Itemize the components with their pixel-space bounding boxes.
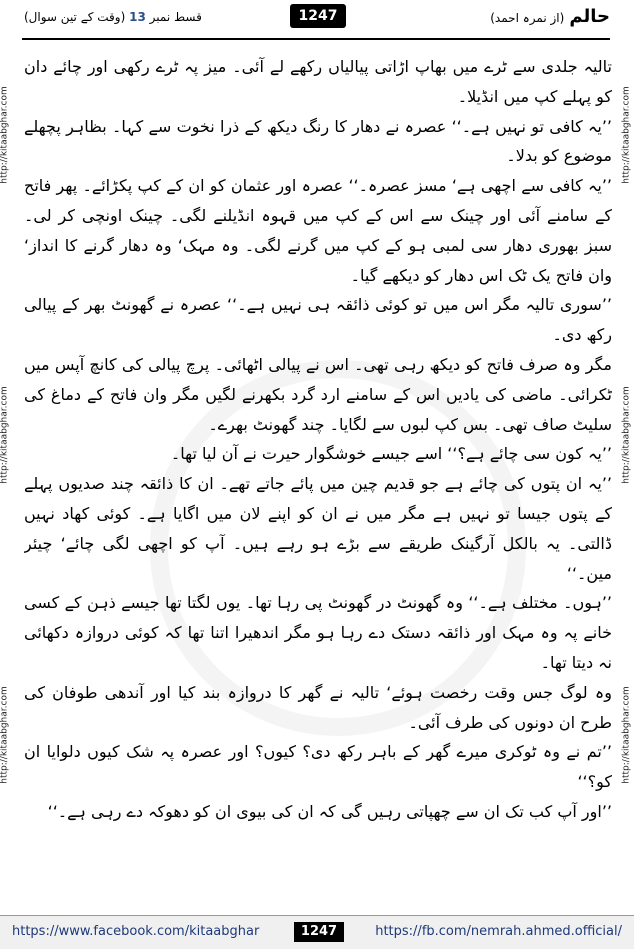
story-text xyxy=(24,52,612,906)
page-number: 1247 xyxy=(290,4,346,28)
side-url-right: http://kitaabghar.com xyxy=(621,386,632,484)
episode-number: 13 xyxy=(129,10,146,24)
side-url-left: http://kitaabghar.com xyxy=(0,386,10,484)
paragraph: وہ لوگ جس وقت رخصت ہوئے‘ تالیہ نے گھر کا دروازہ بند کیا اور آندھی طوفان کی طرح ان دونوں کی طرف آئی۔ xyxy=(24,682,612,732)
paragraph: ’’تم نے وہ ٹوکری میرے گھر کے باہر رکھ دی؟ کیوں؟ اور عصرہ پہ شک کیوں دلوایا ان کو؟‘‘ xyxy=(24,742,612,792)
facebook-link-kitaabghar[interactable]: https://www.facebook.com/kitaabghar xyxy=(12,924,260,939)
page-footer xyxy=(0,916,634,949)
paragraph: ’’اور آپ کب تک ان سے چھپاتی رہیں گی کہ ان کی بیوی ان کو دھوکہ دے رہی ہے۔‘‘ xyxy=(47,801,612,821)
side-url-right: http://kitaabghar.com xyxy=(621,86,632,184)
footer-page-number: 1247 xyxy=(294,922,344,942)
paragraph: ’’یہ کافی تو نہیں ہے۔‘‘ عصرہ نے دھار کا رنگ دیکھ کے ذرا نخوت سے کہا۔ بظاہر پچھلے موضوع کو بدلا۔ xyxy=(24,116,612,166)
paragraph: ’’یہ کافی سے اچھی ہے‘ مسز عصرہ۔‘‘ عصرہ اور عثمان کو ان کے کپ پکڑائے۔ پھر فاتح کے سامنے آئی اور چینک سے اس کے کپ میں قہوہ انڈیلنے لگی۔ چینک اونچی کر لی۔ سبز بھوری دھار سی لمبی ہو کے کپ میں گرنے لگی۔ وہ مہک‘ وہ دھار گرنے کا انداز‘ وان فاتح یک ٹک اس دھار کو دیکھے گیا۔ xyxy=(24,176,612,285)
paragraph: ’’ہوں۔ مختلف ہے۔‘‘ وہ گھونٹ در گھونٹ پی رہا تھا۔ یوں لگتا تھا جیسے ذہن کے کسی خانے پہ وہ مہک اور ذائقہ دستک دے رہا ہو مگر اندھیرا اتنا تھا کہ کوئی دروازہ دکھائی نہ دیتا تھا۔ xyxy=(24,593,612,672)
page-header xyxy=(0,0,634,44)
facebook-link-author[interactable]: https://fb.com/nemrah.ahmed.official/ xyxy=(375,924,622,939)
side-url-right: http://kitaabghar.com xyxy=(621,686,632,784)
header-divider xyxy=(22,38,610,40)
episode-info xyxy=(24,10,202,24)
paragraph: ’’یہ کون سی چائے ہے؟‘‘ اسے جیسے خوشگوار حیرت نے آن لیا تھا۔ xyxy=(170,444,612,464)
paragraph: ’’سوری تالیہ مگر اس میں تو کوئی ذائقہ ہی نہیں ہے۔‘‘ عصرہ نے گھونٹ بھر کے پیالی رکھ دی۔ xyxy=(24,295,612,345)
paragraph: مگر وہ صرف فاتح کو دیکھ رہی تھی۔ اس نے پیالی اٹھائی۔ پرچ پیالی کی کانچ آپس میں ٹکرائی۔ ماضی کی یادیں اس کے سامنے ارد گرد بکھرنے لگیں مگر وان فاتح کے دماغ کی سلیٹ صاف تھی۔ بس کپ لبوں سے لگایا۔ چند گھونٹ بھرے۔ xyxy=(24,354,612,434)
paragraph: ’’یہ ان پتوں کی چائے ہے جو قدیم چین میں پائے جاتے تھے۔ ان کا ذائقہ چند صدیوں پہلے کے پتوں جیسا تو نہیں ہے مگر میں نے ان کو اپنے لان میں اگایا ہے۔ کوئی کھاد نہیں ڈالتی۔ یہ بالکل آرگینک طریقے سے بڑے ہو رہے ہیں۔ آپ کو اچھی لگی چائے‘ چیئر مین۔‘‘ xyxy=(24,474,612,583)
episode-subtitle: (وقت کے تین سوال) xyxy=(24,10,126,24)
author-name: (از نمرہ احمد) xyxy=(490,11,565,25)
episode-label: قسط نمبر xyxy=(149,10,202,24)
novel-title: حالم xyxy=(569,6,610,27)
paragraph: تالیہ جلدی سے ٹرے میں بھاپ اڑاتی پیالیاں رکھے لے آئی۔ میز پہ ٹرے رکھی اور چائے دان کو پہلے کپ میں انڈیلا۔ xyxy=(24,57,612,106)
side-url-left: http://kitaabghar.com xyxy=(0,686,10,784)
novel-title-block xyxy=(490,6,610,27)
side-url-left: http://kitaabghar.com xyxy=(0,86,10,184)
